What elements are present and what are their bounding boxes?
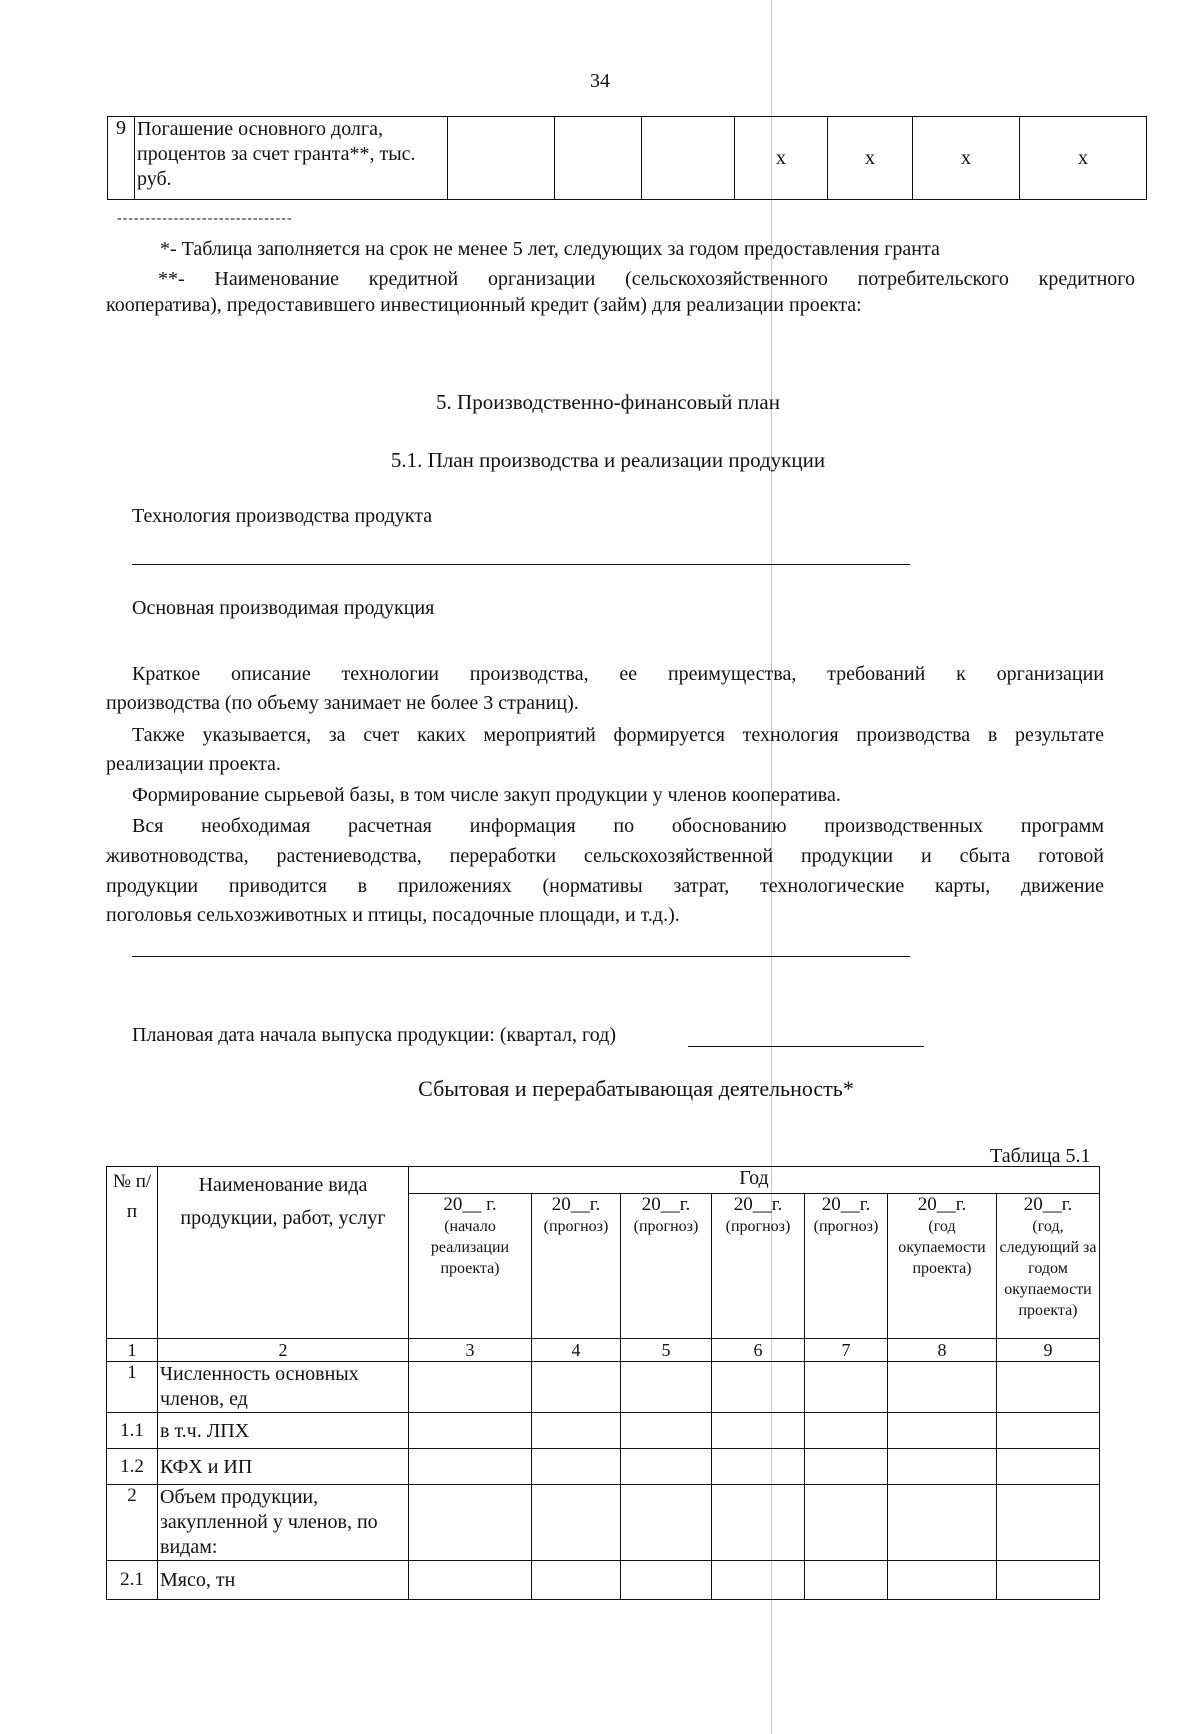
table-cell [621, 1485, 712, 1561]
column-index-row [107, 1339, 1100, 1362]
section-subtitle: 5.1. План производства и реализации продукции [390, 448, 826, 472]
year-label: 20__г. [551, 1194, 601, 1215]
fill-in-line [132, 956, 910, 957]
table-cell [409, 1362, 532, 1413]
year-note: (прогноз) [543, 1218, 609, 1235]
paragraph-4-line-3: продукции приводится в приложениях (нормативы затрат, технологические карты, движение [106, 875, 1104, 897]
row-number: 2.1 [107, 1561, 158, 1600]
fill-in-line [688, 1046, 924, 1047]
table-cell [997, 1413, 1100, 1449]
paragraph-2-line-2: реализации проекта. [106, 753, 281, 775]
row-name: КФХ и ИП [158, 1449, 409, 1485]
year-note: (год окупаемости проекта) [898, 1218, 986, 1277]
table-cell [805, 1449, 888, 1485]
paragraph-4-line-2: животноводства, растениеводства, переработки сельскохозяйственной продукции и сбыта готовой [106, 845, 1104, 867]
field-main-product: Основная производимая продукция [132, 597, 435, 619]
year-note: (прогноз) [633, 1218, 699, 1235]
year-note: (прогноз) [725, 1218, 791, 1235]
x-mark: x [913, 117, 1020, 200]
footnote-1: *- Таблица заполняется на срок не менее 5 лет, следующих за годом предоставления гранта [160, 238, 940, 260]
paragraph-2-line-1: Также указывается, за счет каких мероприятий формируется технология производства в результате [132, 724, 1104, 746]
table-row [107, 1485, 1100, 1561]
row-name: в т.ч. ЛПХ [158, 1413, 409, 1449]
footnote-rule: ------------------------------- [117, 211, 293, 226]
column-index: 4 [532, 1339, 621, 1362]
x-mark: x [735, 117, 828, 200]
table-row [107, 1561, 1100, 1600]
row-name: Численность основных членов, ед [158, 1362, 409, 1413]
table-cell [805, 1561, 888, 1600]
column-index: 2 [158, 1339, 409, 1362]
year-header [888, 1194, 997, 1339]
table-cell [621, 1449, 712, 1485]
year-header [621, 1194, 712, 1339]
table-cell [532, 1449, 621, 1485]
x-mark: x [1020, 117, 1147, 200]
table-cell [997, 1449, 1100, 1485]
field-technology: Технология производства продукта [132, 505, 433, 527]
year-header [997, 1194, 1100, 1339]
year-label: 20__г. [733, 1194, 783, 1215]
column-index: 3 [409, 1339, 532, 1362]
row-number: 2 [107, 1485, 158, 1561]
row-name: Мясо, тн [158, 1561, 409, 1600]
year-label: 20__ г. [443, 1194, 497, 1215]
top-table [107, 116, 1147, 200]
row-number: 1.2 [107, 1449, 158, 1485]
year-label: 20__г. [821, 1194, 871, 1215]
column-index: 5 [621, 1339, 712, 1362]
row-number: 1 [107, 1362, 158, 1413]
column-index: 1 [107, 1339, 158, 1362]
row-name: Объем продукции, закупленной у членов, по видам: [158, 1485, 409, 1561]
table-cell [532, 1413, 621, 1449]
table-cell [621, 1362, 712, 1413]
table-cell [621, 1413, 712, 1449]
column-index: 8 [888, 1339, 997, 1362]
table-cell [712, 1485, 805, 1561]
year-header [409, 1194, 532, 1339]
paragraph-1-line-1: Краткое описание технологии производства, ее преимущества, требований к организации [132, 663, 1104, 685]
table-cell [555, 117, 642, 200]
table-cell [712, 1449, 805, 1485]
year-label: 20__г. [1023, 1194, 1073, 1215]
row-number: 1.1 [107, 1413, 158, 1449]
table-row [108, 117, 1147, 200]
year-note: (год, следующий за годом окупаемости проекта) [999, 1218, 1097, 1319]
table-row [107, 1413, 1100, 1449]
footnote-2: **- Наименование кредитной организации (сельскохозяйственного потребительского кредитного [158, 268, 1135, 290]
year-note: (начало реализации проекта) [430, 1218, 510, 1277]
paragraph-4-line-1: Вся необходимая расчетная информация по обоснованию производственных программ [132, 815, 1104, 837]
table-cell [888, 1413, 997, 1449]
footnote-2-continued: кооператива), предоставившего инвестиционный кредит (займ) для реализации проекта: [106, 294, 862, 316]
paragraph-3: Формирование сырьевой базы, в том числе закуп продукции у членов кооператива. [132, 784, 841, 806]
table-cell [712, 1561, 805, 1600]
table-cell [448, 117, 555, 200]
x-mark: x [828, 117, 913, 200]
year-header [532, 1194, 621, 1339]
table-cell [409, 1561, 532, 1600]
table-cell [409, 1485, 532, 1561]
row-number: 9 [108, 117, 135, 200]
col-header-year: Год [409, 1167, 1100, 1194]
table-cell [409, 1413, 532, 1449]
table-cell [997, 1362, 1100, 1413]
table-cell [888, 1485, 997, 1561]
column-index: 7 [805, 1339, 888, 1362]
table-cell [997, 1485, 1100, 1561]
table-cell [805, 1362, 888, 1413]
page-number: 34 [590, 70, 610, 92]
table-cell [997, 1561, 1100, 1600]
table-cell [805, 1413, 888, 1449]
table-cell [532, 1561, 621, 1600]
paragraph-1-line-2: производства (по объему занимает не более 3 страниц). [106, 692, 579, 714]
fill-in-line [132, 564, 910, 565]
column-index: 9 [997, 1339, 1100, 1362]
table-5-1 [106, 1166, 1100, 1600]
sales-heading: Сбытовая и перерабатывающая деятельность* [418, 1076, 854, 1101]
planned-date-label: Плановая дата начала выпуска продукции: (квартал, год) [132, 1024, 616, 1046]
table-cell [805, 1485, 888, 1561]
section-title: 5. Производственно-финансовый план [436, 390, 780, 414]
table-caption: Таблица 5.1 [990, 1145, 1091, 1167]
table-cell [642, 117, 735, 200]
table-cell [888, 1449, 997, 1485]
year-header [805, 1194, 888, 1339]
year-note: (прогноз) [813, 1218, 879, 1235]
table-header-row [107, 1167, 1100, 1194]
row-label: Погашение основного долга, процентов за счет гранта**, тыс. руб. [135, 117, 448, 200]
year-header [712, 1194, 805, 1339]
table-cell [888, 1561, 997, 1600]
year-label: 20__г. [917, 1194, 967, 1215]
col-header-number: № п/п [107, 1167, 158, 1339]
table-cell [532, 1485, 621, 1561]
table-cell [532, 1362, 621, 1413]
table-row [107, 1449, 1100, 1485]
table-cell [712, 1362, 805, 1413]
table-cell [888, 1362, 997, 1413]
table-cell [712, 1413, 805, 1449]
year-label: 20__г. [641, 1194, 691, 1215]
paragraph-4-line-4: поголовья сельхозживотных и птицы, посадочные площади, и т.д.). [106, 904, 680, 926]
table-cell [409, 1449, 532, 1485]
col-header-name: Наименование вида продукции, работ, услуг [158, 1167, 409, 1339]
table-cell [621, 1561, 712, 1600]
table-row [107, 1362, 1100, 1413]
column-index: 6 [712, 1339, 805, 1362]
